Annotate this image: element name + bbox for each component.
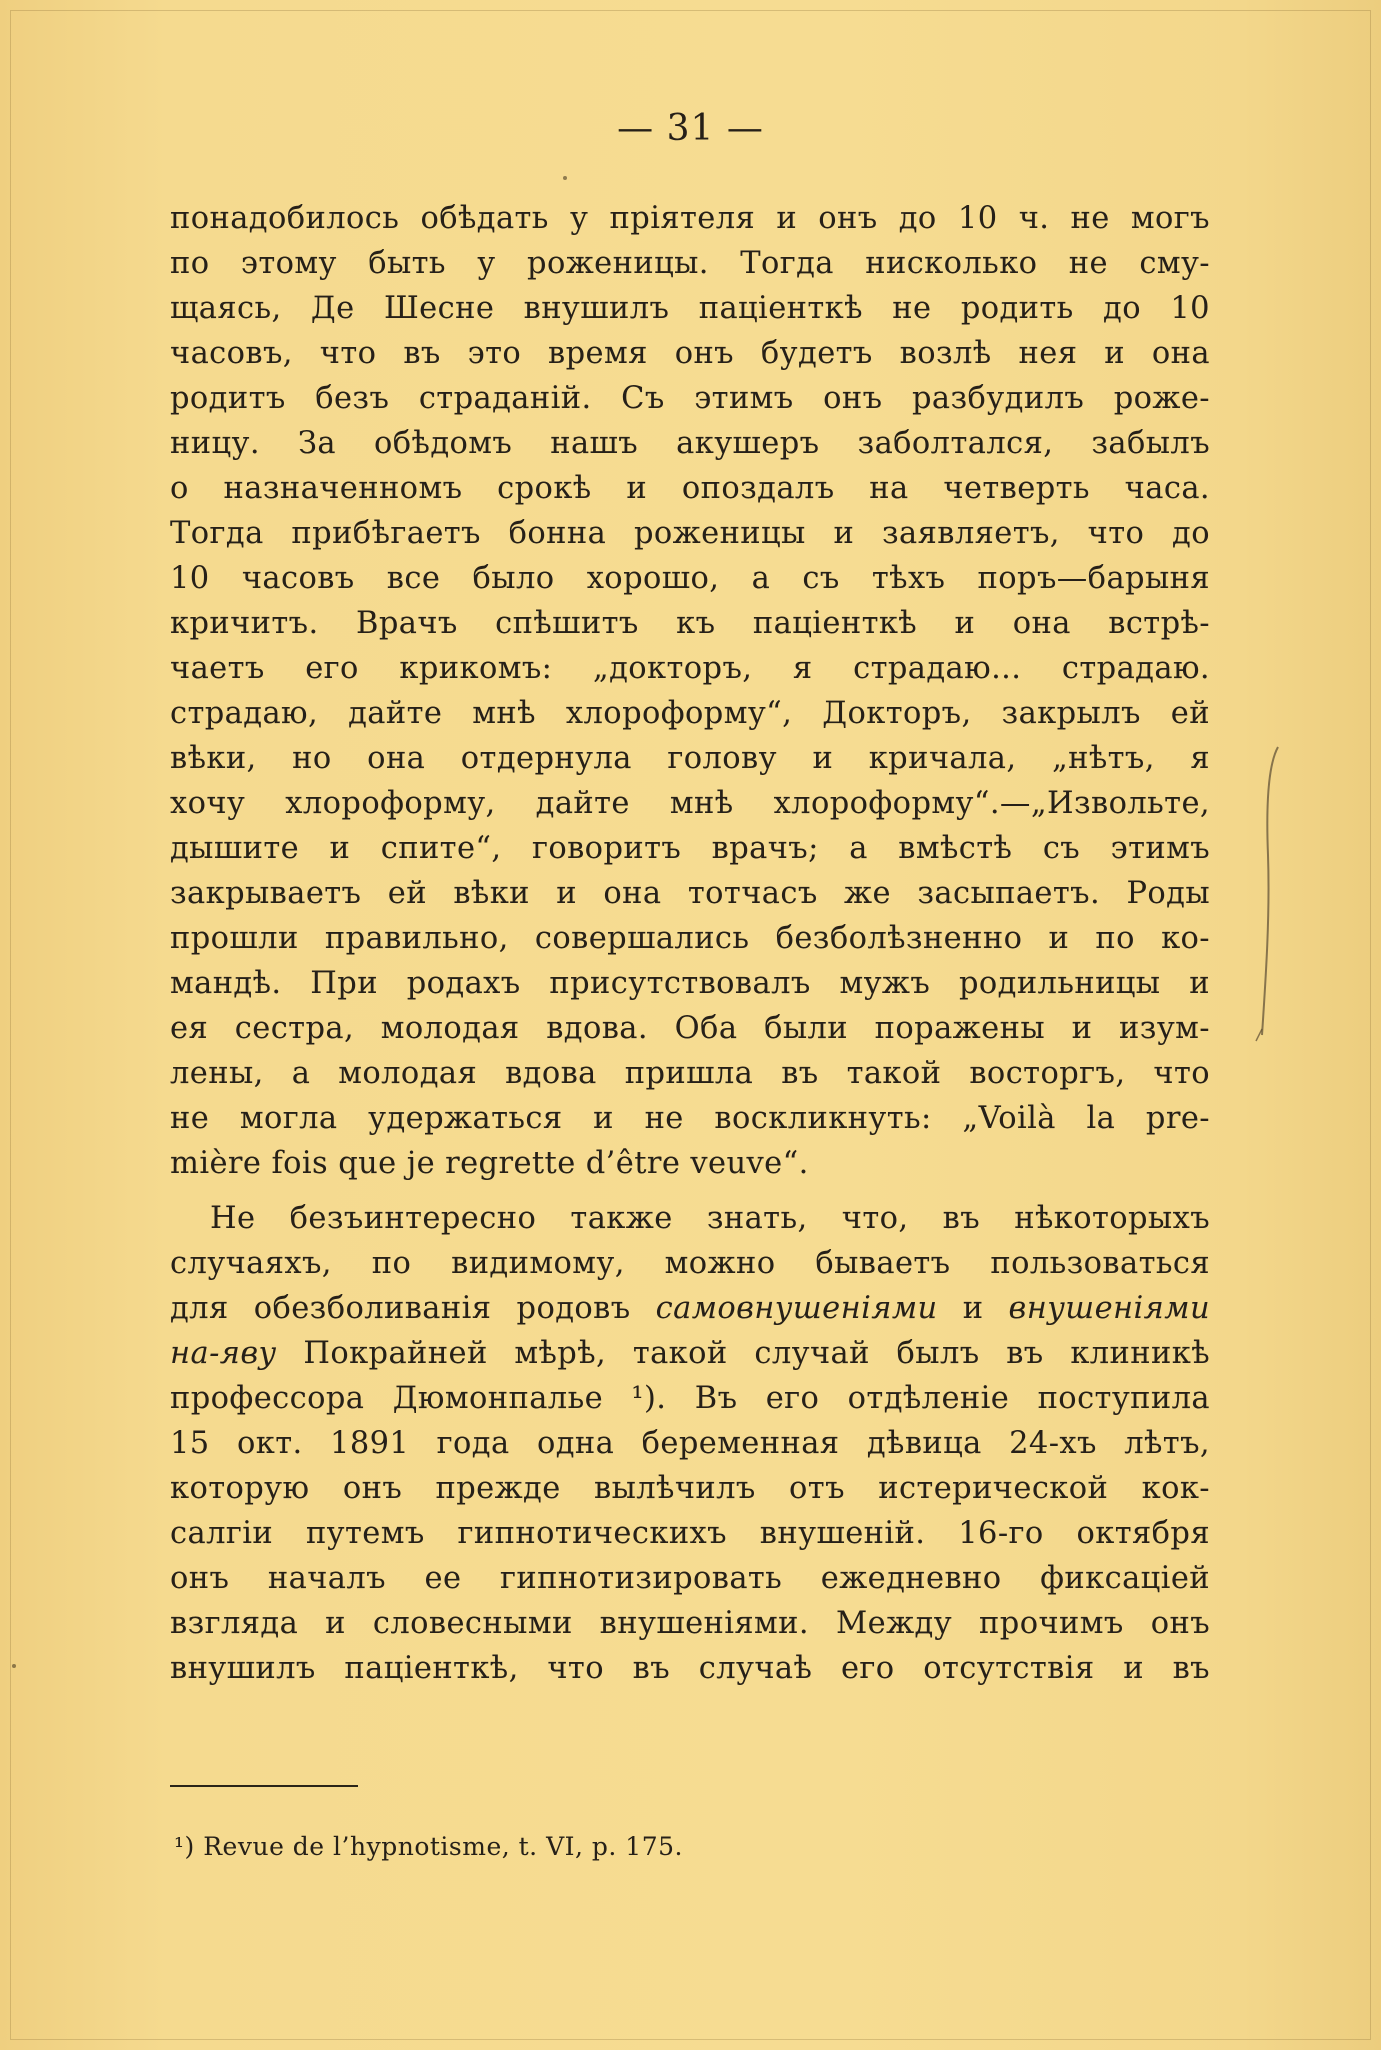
text-line: дышите и спите“, говоритъ врачъ; а вмѣстѣ съ этимъ: [170, 831, 1210, 866]
paragraph-1: [170, 196, 1210, 1186]
text-line: профессора Дюмонпалье ¹). Въ его отдѣленіе поступила: [170, 1381, 1210, 1416]
text-line: щаясь, Де Шесне внушилъ паціенткѣ не родить до 10: [170, 291, 1210, 326]
text-line: понадобилось обѣдать у пріятеля и онъ до 10 ч. не могъ: [170, 201, 1210, 236]
ink-speck: [563, 176, 567, 180]
text-line: внушилъ паціенткѣ, что въ случаѣ его отсутствія и въ: [170, 1651, 1210, 1686]
text-line: [170, 1331, 1210, 1376]
text-line: онъ началъ ее гипнотизировать ежедневно фиксаціей: [170, 1561, 1210, 1596]
text-line: часовъ, что въ это время онъ будетъ возлѣ нея и она: [170, 336, 1210, 371]
text-line: вѣки, но она отдернула голову и кричала, „нѣтъ, я: [170, 741, 1210, 776]
text-line: страдаю, дайте мнѣ хлороформу“, Докторъ, закрылъ ей: [170, 696, 1210, 731]
text-line: прошли правильно, совершались безболѣзненно и по ко-: [170, 921, 1210, 956]
italic-term: внушеніями: [1008, 1291, 1210, 1326]
text-line: по этому быть у роженицы. Тогда нисколько не сму-: [170, 246, 1210, 281]
italic-term: на-яву: [170, 1336, 277, 1371]
text-line: родитъ безъ страданій. Съ этимъ онъ разбудилъ роже-: [170, 381, 1210, 416]
page-number: — 31 —: [617, 108, 764, 149]
text-line: лены, а молодая вдова пришла въ такой восторгъ, что: [170, 1056, 1210, 1091]
margin-pencil-mark: [1254, 745, 1282, 1045]
text-line: взгляда и словесными внушеніями. Между прочимъ онъ: [170, 1606, 1210, 1641]
text-line: 15 окт. 1891 года одна беременная дѣвица 24-хъ лѣтъ,: [170, 1426, 1210, 1461]
italic-term: самовнушеніями: [655, 1291, 938, 1326]
body-text: [170, 196, 1210, 1691]
text-line: 10 часовъ все было хорошо, а съ тѣхъ поръ—барыня: [170, 561, 1210, 596]
text-line: мандѣ. При родахъ присутствовалъ мужъ родильницы и: [170, 966, 1210, 1001]
text-line: которую онъ прежде вылѣчилъ отъ истерической кок-: [170, 1471, 1210, 1506]
text-line: о назначенномъ срокѣ и опоздалъ на четверть часа.: [170, 471, 1210, 506]
text-line: ницу. За обѣдомъ нашъ акушеръ заболтался, забылъ: [170, 426, 1210, 461]
footnote: ¹) Revue de l’hypnotisme, t. VI, p. 175.: [174, 1832, 683, 1861]
footnote-divider: [170, 1785, 358, 1787]
text-line: кричитъ. Врачъ спѣшитъ къ паціенткѣ и она встрѣ-: [170, 606, 1210, 641]
text-run: и: [937, 1291, 1009, 1326]
paragraph-2: [170, 1196, 1210, 1691]
text-run: для обезболиванія родовъ: [170, 1291, 656, 1326]
text-line: салгіи путемъ гипнотическихъ внушеній. 16-го октября: [170, 1516, 1210, 1551]
text-line: закрываетъ ей вѣки и она тотчасъ же засыпаетъ. Роды: [170, 876, 1210, 911]
text-line: не могла удержаться и не воскликнуть: „Voilà la pre-: [170, 1101, 1210, 1136]
text-line: хочу хлороформу, дайте мнѣ хлороформу“.—„Извольте,: [170, 786, 1210, 821]
text-line: mière fois que je regrette d’être veuve“.: [170, 1146, 809, 1181]
text-line: случаяхъ, по видимому, можно бываетъ пользоваться: [170, 1246, 1210, 1281]
text-line: ея сестра, молодая вдова. Оба были поражены и изум-: [170, 1011, 1210, 1046]
text-line: чаетъ его крикомъ: „докторъ, я страдаю... страдаю.: [170, 651, 1210, 686]
text-line: Тогда прибѣгаетъ бонна роженицы и заявляетъ, что до: [170, 516, 1210, 551]
text-line: Не безъинтересно также знать, что, въ нѣкоторыхъ: [210, 1201, 1210, 1236]
ink-speck: [12, 1664, 16, 1668]
text-line: [170, 1286, 1210, 1331]
text-run: Покрайней мѣрѣ, такой случай былъ въ клиникѣ: [276, 1336, 1210, 1371]
